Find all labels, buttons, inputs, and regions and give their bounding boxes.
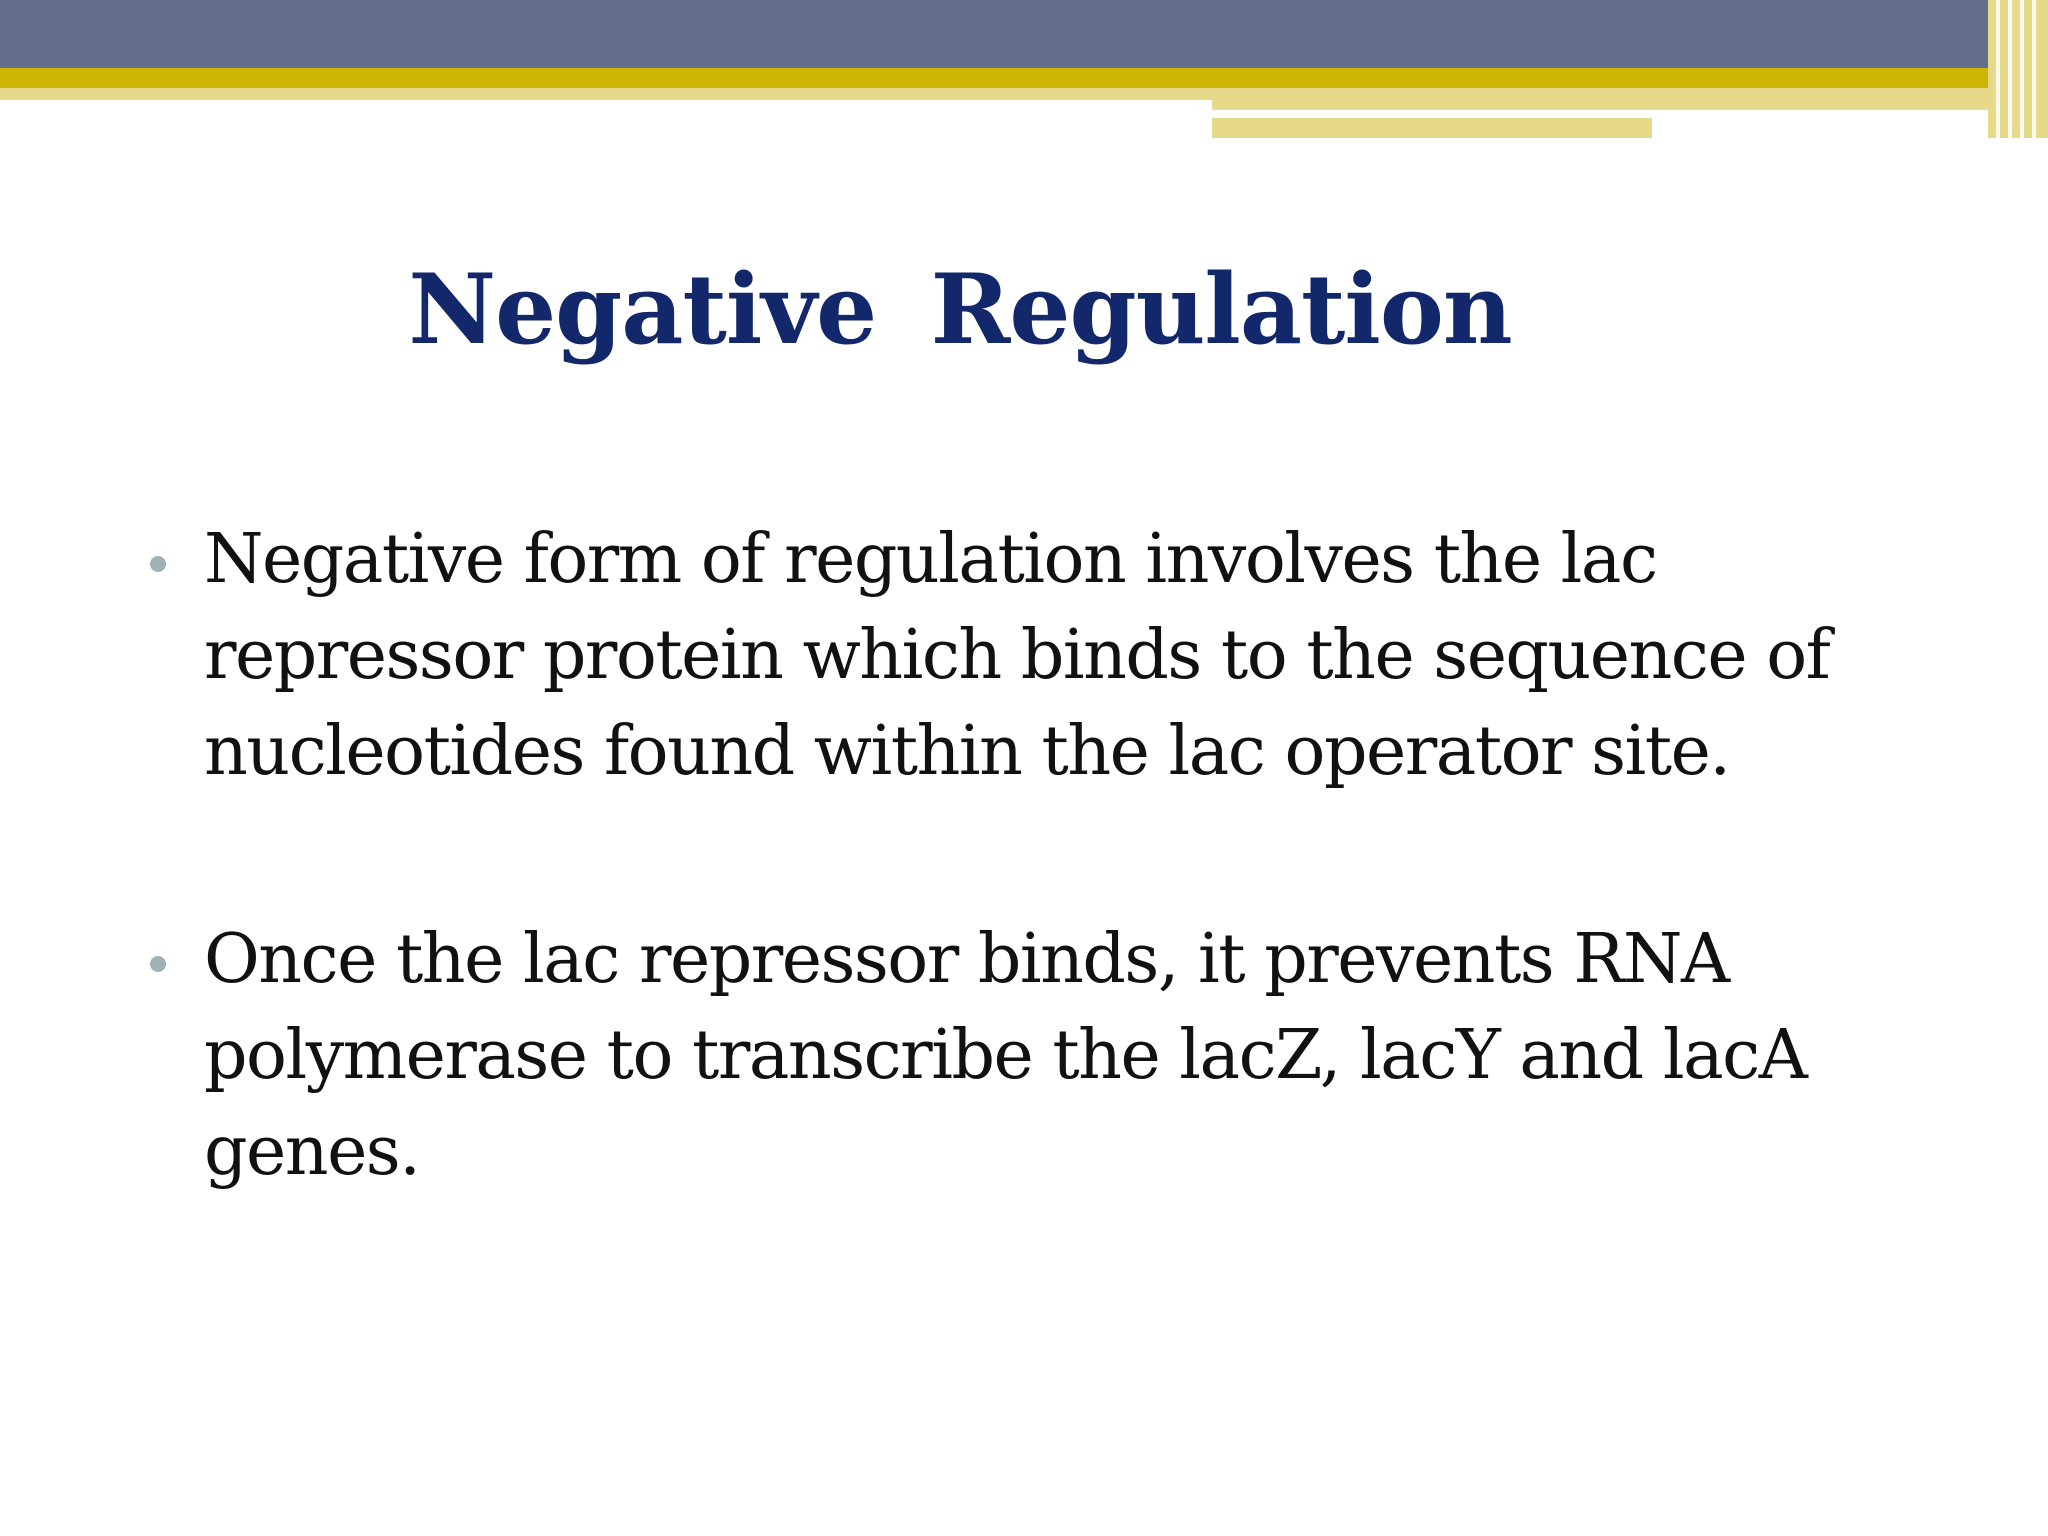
- bullet-item: [204, 912, 1844, 1200]
- bullet-text: Negative form of regulation involves the lac repressor protein which binds to the sequence of nucleotides found within the lac operator site.: [204, 520, 1830, 791]
- header-lower-bar: [1212, 118, 1652, 138]
- header-right-stripes: [1988, 0, 2048, 138]
- header-pale-gold-bar: [0, 88, 1212, 100]
- bullet-item: [204, 512, 1844, 800]
- header-step-bar: [1212, 88, 2012, 110]
- bullet-dot-icon: [150, 556, 166, 572]
- bullet-dot-icon: [150, 956, 166, 972]
- header-slate-bar: [0, 0, 2048, 68]
- slide-title: Negative Regulation: [408, 253, 1512, 366]
- header-gold-bar: [0, 68, 2048, 88]
- bullet-list: [204, 512, 1844, 1312]
- bullet-text: Once the lac repressor binds, it prevents RNA polymerase to transcribe the lacZ, lacY and lacA genes.: [204, 920, 1807, 1191]
- header-white-line: [1212, 111, 1898, 116]
